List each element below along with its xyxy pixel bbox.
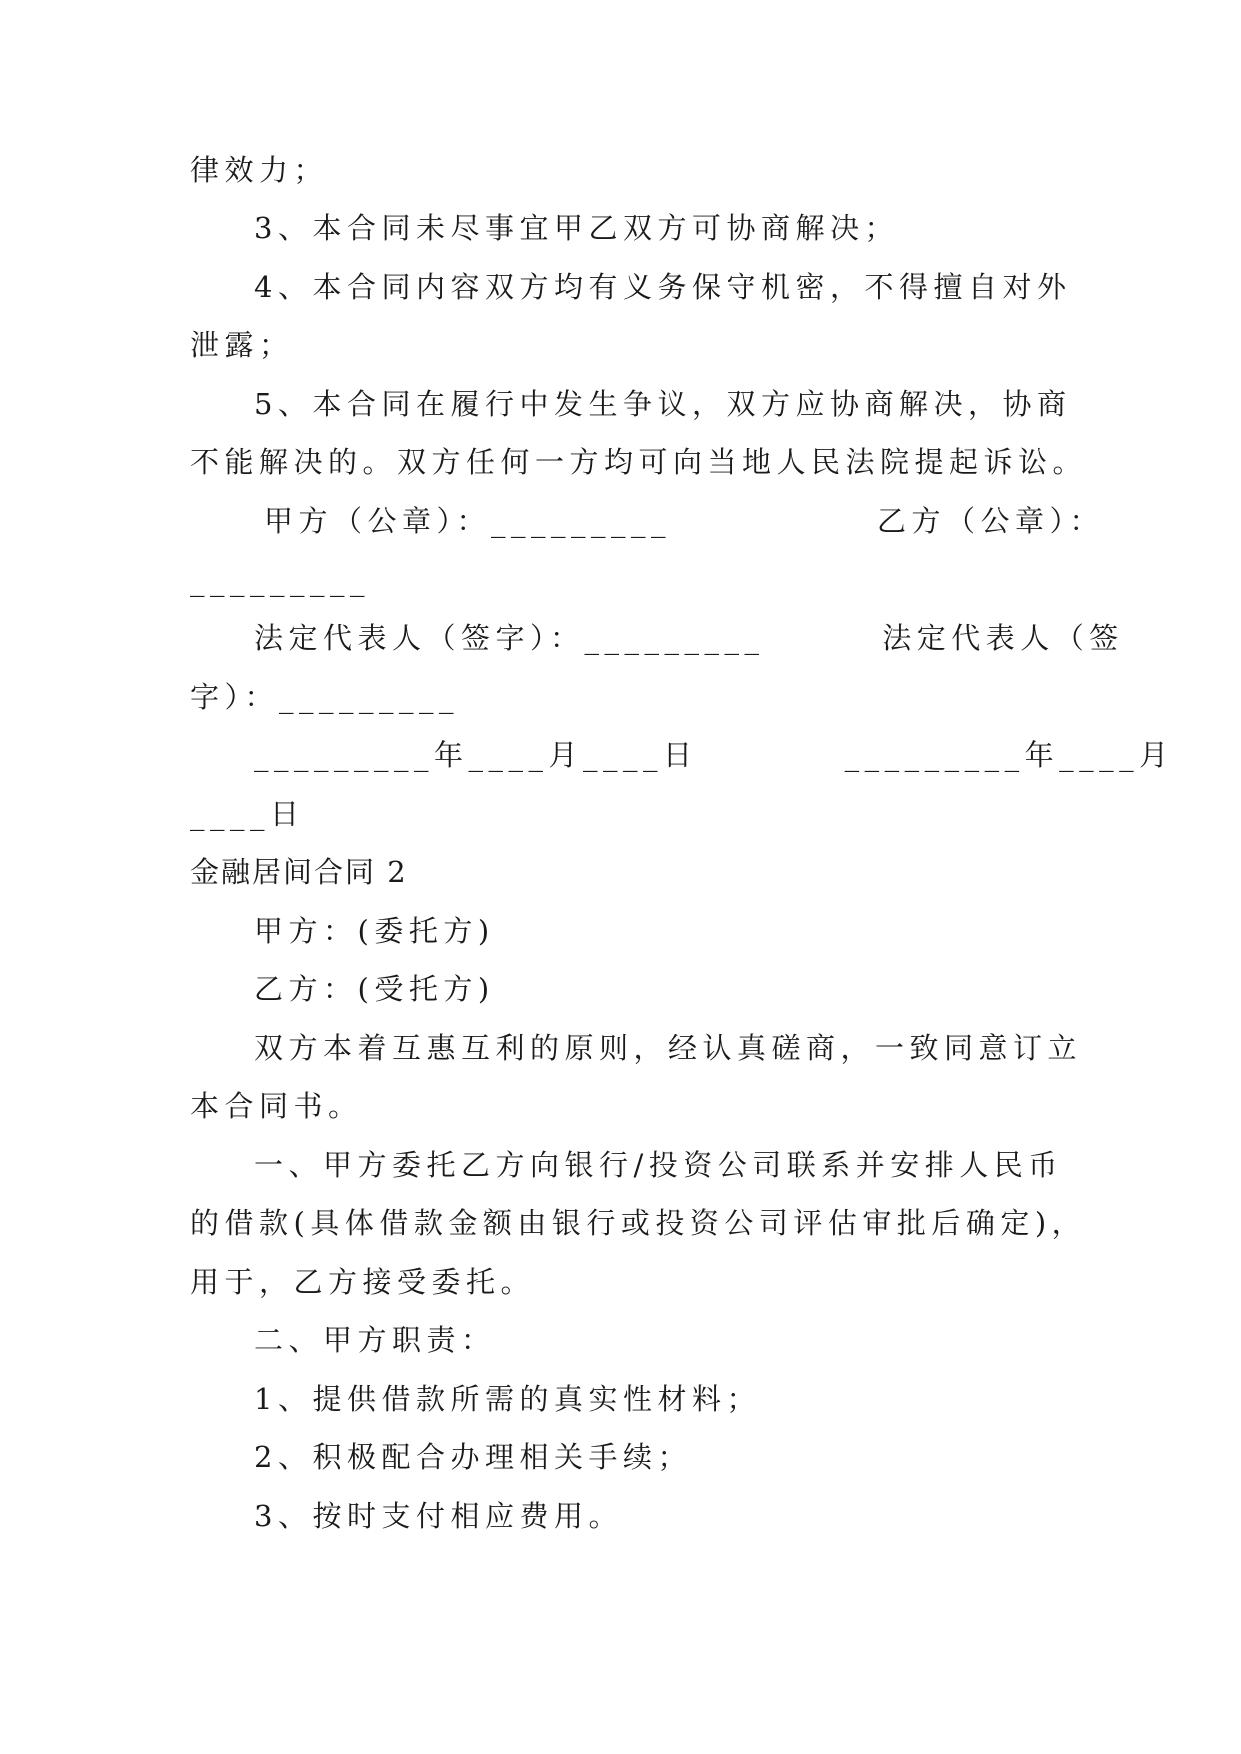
text-line: 不能解决的。双方任何一方均可向当地人民法院提起诉讼。 [190, 445, 1088, 479]
text-line: 4、本合同内容双方均有义务保守机密，不得擅自对外 [254, 270, 1072, 304]
text-line: 的借款(具体借款金额由银行或投资公司评估审批后确定)， [190, 1206, 1087, 1240]
text-line: 1、提供借款所需的真实性材料； [254, 1382, 761, 1416]
text-line: 双方本着互惠互利的原则，经认真磋商，一致同意订立 [254, 1031, 1083, 1065]
text-line: 二、甲方职责： [254, 1323, 496, 1357]
text-line: 泄露； [190, 328, 294, 362]
text-line: 3、本合同未尽事宜甲乙双方可协商解决； [254, 211, 899, 245]
text-line: 一、甲方委托乙方向银行/投资公司联系并安排人民币 [254, 1148, 1063, 1182]
signature-line-legal-rep: 法定代表人（签字）：_________ 法定代表人（签 [254, 621, 1124, 655]
text-line: 3、按时支付相应费用。 [254, 1499, 623, 1533]
text-line: 乙方：(受托方) [254, 972, 495, 1006]
text-line: 甲方：(委托方) [254, 914, 495, 948]
signature-date-line: _________年____月____日 _________年____月 [254, 738, 1174, 772]
signature-line-party-a-seal: 甲方（公章）：_________ 乙方（公章）： [264, 504, 1105, 538]
signature-line-legal-rep-cont: 字）：_________ [190, 680, 460, 714]
text-line: 5、本合同在履行中发生争议，双方应协商解决，协商 [254, 387, 1072, 421]
text-line: 用于，乙方接受委托。 [190, 1265, 536, 1299]
text-line: 律效力； [190, 153, 329, 187]
section-title: 金融居间合同 2 [190, 855, 408, 889]
signature-date-line-cont: ____日 [190, 797, 305, 831]
text-line: 2、积极配合办理相关手续； [254, 1440, 692, 1474]
text-line: 本合同书。 [190, 1089, 363, 1123]
signature-line-blank: _________ [190, 563, 370, 597]
